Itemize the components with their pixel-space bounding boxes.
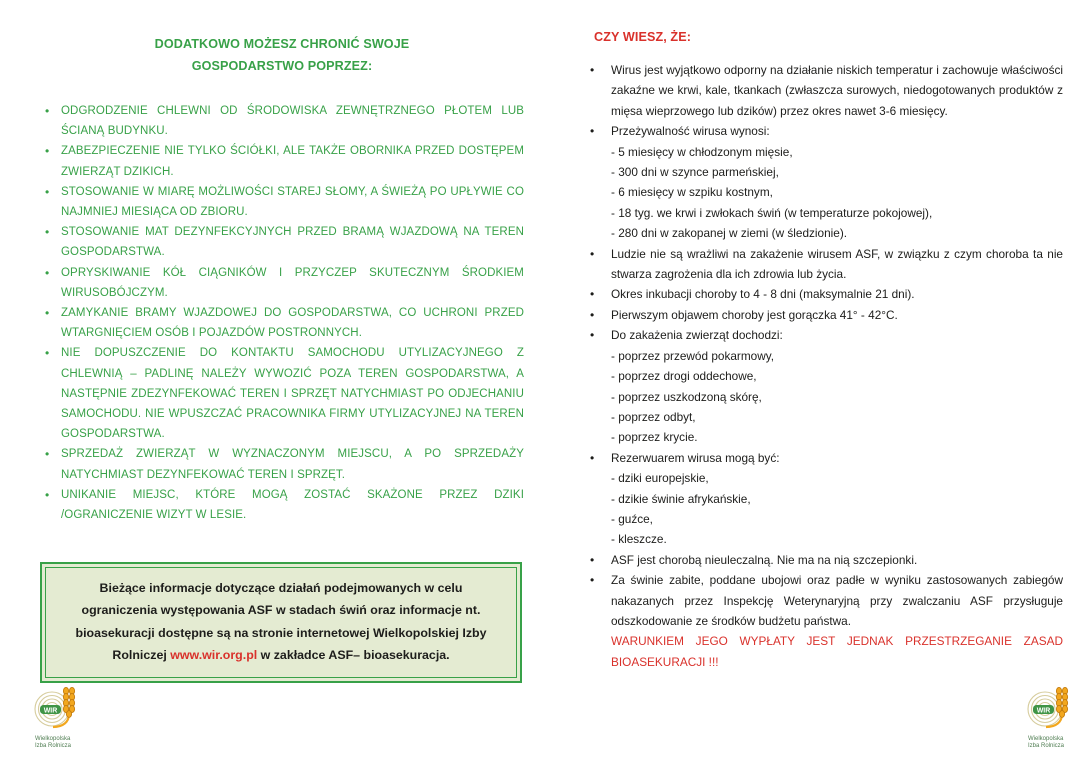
facts-list-item [581,121,1063,243]
protection-list-item: • ZAMYKANIE BRAMY WJAZDOWEJ DO GOSPODARSTWA, CO UCHRONI PRZED WTARGNIĘCIEM OSÓB I POJAZDÓW POSTRONNYCH. [40,303,524,343]
protection-list-item: • SPRZEDAŻ ZWIERZĄT W WYZNACZONYM MIEJSCU, A PO SPRZEDAŻY NATYCHMIAST DEZYNFEKOWAĆ TEREN I SPRZĘT. [40,444,524,484]
facts-list-item [581,570,1063,672]
wir-logo-right [1026,686,1080,749]
left-heading-line2: GOSPODARSTWO POPRZEZ: [191,59,373,73]
fact-sublist [611,346,1063,448]
fact-subitem: - 18 tyg. we krwi i zwłokach świń (w temperaturze pokojowej), [611,205,933,220]
fact-subitem: - poprzez drogi oddechowe, [611,369,757,384]
fact-text: Rezerwuarem wirusa mogą być: [611,450,780,465]
protection-list-item: • NIE DOPUSZCZENIE DO KONTAKTU SAMOCHODU UTYLIZACYJNEGO Z CHLEWNIĄ – PADLINĘ NALEŻY WYWOZIĆ POZA TEREN GOSPODARSTWA, A NASTĘPNIE ZDEZYNFEKOWAĆ TEREN I SPRZĘT NATYCHMIAST PO ODJECHANIU SAMOCHODU. NIE WPUSZCZAĆ PRACOWNIKA FIRMY UTYLIZACYJNEJ NA TEREN GOSPODARSTWA. [40,343,524,444]
protection-list-item: • ODGRODZENIE CHLEWNI OD ŚRODOWISKA ZEWNĘTRZNEGO PŁOTEM LUB ŚCIANĄ BUDYNKU. [40,101,524,141]
left-heading [40,33,524,77]
fact-subitem: - 280 dni w zakopanej w ziemi (w śledzionie). [611,226,848,241]
fact-subitem: - guźce, [611,511,653,526]
wir-logo-left [33,686,87,749]
facts-list-item [581,284,1063,304]
protection-list-item: • STOSOWANIE W MIARĘ MOŻLIWOŚCI STAREJ SŁOMY, A ŚWIEŻĄ PO UPŁYWIE CO NAJMNIEJ MIESIĄCA OD ZBIORU. [40,182,524,222]
facts-list-item [581,325,1063,447]
facts-list-item [581,448,1063,550]
fact-subitem: - poprzez odbyt, [611,409,696,424]
fact-text: Przeżywalność wirusa wynosi: [611,124,770,139]
fact-text: Ludzie nie są wrażliwi na zakażenie wirusem ASF, w związku z czym choroba ta nie stwarza zagrożenia dla ich zdrowia lub życia. [611,246,1063,282]
fact-subitem: - kleszcze. [611,532,667,547]
wir-wheat-logo-icon [1026,686,1076,730]
fact-text: ASF jest chorobą nieuleczalną. Nie ma na nią szczepionki. [611,552,918,567]
logo-caption-line1: Wielkopolska [1028,736,1064,742]
svg-text:WIR: WIR [43,707,58,715]
fact-text: Do zakażenia zwierząt dochodzi: [611,328,783,343]
right-column [581,30,1063,672]
fact-sublist [611,468,1063,550]
fact-text: Za świnie zabite, poddane ubojowi oraz padłe w wyniku zastosowanych zabiegów nakazanych przez Inspekcję Weterynaryjną przy zwalczaniu ASF przysługuje odszkodowanie ze środków budżetu państwa. [611,573,1063,628]
right-heading: CZY WIESZ, ŻE: [594,30,692,44]
logo-caption-line2: Izba Rolnicza [1028,742,1065,749]
fact-subitem: - poprzez uszkodzoną skórę, [611,389,762,404]
protection-list [40,101,524,525]
warning-text: WARUNKIEM JEGO WYPŁATY JEST JEDNAK PRZESTRZEGANIE ZASAD BIOASEKURACJI !!! [611,634,1063,669]
facts-list-item [581,305,1063,325]
logo-caption [1026,736,1080,749]
facts-list-item [581,550,1063,570]
fact-subitem: - 300 dni w szynce parmeńskiej, [611,165,779,180]
facts-list [581,60,1063,672]
fact-subitem: - dziki europejskie, [611,471,709,486]
protection-list-item: • UNIKANIE MIEJSC, KTÓRE MOGĄ ZOSTAĆ SKAŻONE PRZEZ DZIKI /OGRANICZENIE WIZYT W LESIE. [40,485,524,525]
wir-website-link[interactable]: www.wir.org.pl [170,648,258,663]
svg-text:WIR: WIR [1036,707,1051,715]
info-box-text [45,567,517,678]
protection-list-item: • STOSOWANIE MAT DEZYNFEKCYJNYCH PRZED BRAMĄ WJAZDOWĄ NA TEREN GOSPODARSTWA. [40,222,524,262]
fact-text: Pierwszym objawem choroby jest gorączka 41° - 42°C. [611,307,898,322]
fact-sublist [611,142,1063,244]
facts-list-item [581,60,1063,121]
fact-text: Okres inkubacji choroby to 4 - 8 dni (maksymalnie 21 dni). [611,287,915,302]
logo-caption-line2: Izba Rolnicza [35,742,72,749]
logo-caption-line1: Wielkopolska [35,736,71,742]
protection-list-item: • OPRYSKIWANIE KÓŁ CIĄGNIKÓW I PRZYCZEP SKUTECZNYM ŚRODKIEM WIRUSOBÓJCZYM. [40,263,524,303]
fact-subitem: - dzikie świnie afrykańskie, [611,491,751,506]
facts-list-item [581,244,1063,285]
wir-wheat-logo-icon [33,686,83,730]
fact-subitem: - 5 miesięcy w chłodzonym mięsie, [611,144,793,159]
fact-subitem: - 6 miesięcy w szpiku kostnym, [611,185,773,200]
fact-subitem: - poprzez krycie. [611,430,698,445]
info-box [40,562,522,683]
protection-list-item: • ZABEZPIECZENIE NIE TYLKO ŚCIÓŁKI, ALE TAKŻE OBORNIKA PRZED DOSTĘPEM ZWIERZĄT DZIKICH. [40,141,524,181]
logo-caption [33,736,87,749]
info-box-text-before: Bieżące informacje dotyczące działań podejmowanych w celu ograniczenia występowania ASF w stadach świń oraz informacje nt. bioasekuracji dostępne są na stronie internetowej Wielkopolskiej Izby Rolniczej [75,581,487,663]
left-heading-line1: DODATKOWO MOŻESZ CHRONIĆ SWOJE [154,37,410,51]
info-box-text-after: w zakładce ASF– bioasekuracja. [257,648,450,663]
fact-subitem: - poprzez przewód pokarmowy, [611,348,775,363]
fact-text: Wirus jest wyjątkowo odporny na działanie niskich temperatur i zachowuje właściwości zakaźne we krwi, kale, tkankach (zwłaszcza surowych, niedogotowanych produktów z mięsa wieprzowego lub dzików) przez okres nawet 3-6 miesięcy. [611,63,1063,118]
left-column [40,33,524,525]
